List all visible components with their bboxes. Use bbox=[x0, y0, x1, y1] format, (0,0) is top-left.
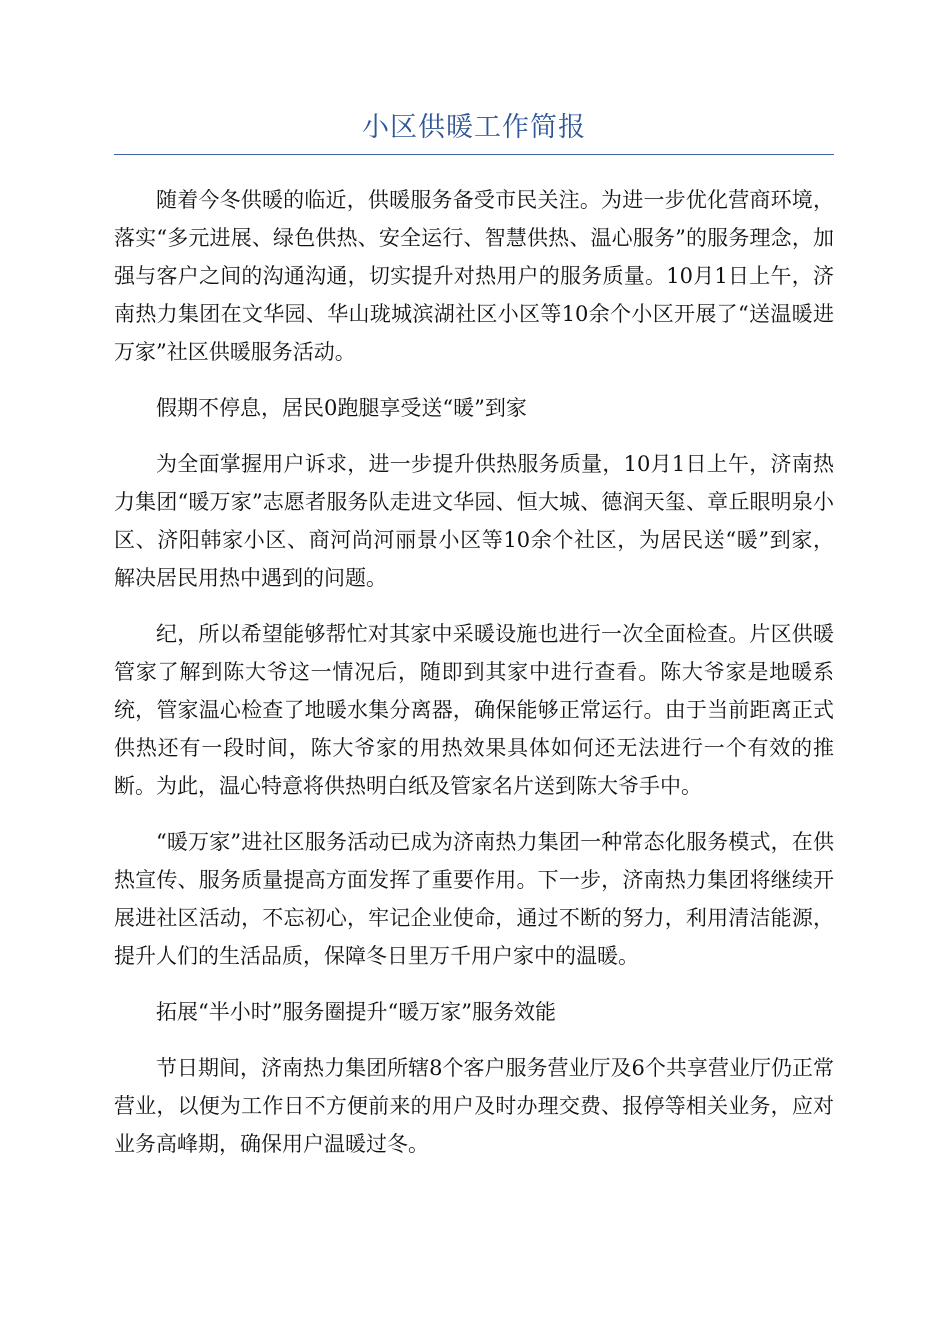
document-page bbox=[114, 108, 834, 1181]
paragraph-intro: 随着今冬供暖的临近，供暖服务备受市民关注。为进一步优化营商环境，落实“多元进展、绿色供热、安全运行、智慧供热、温心服务”的服务理念，加强与客户之间的沟通沟通，切实提升对热用户的服务质量。10月1日上午，济南热力集团在文华园、华山珑城滨湖社区小区等10余个小区开展了“送温暖进万家”社区供暖服务活动。 bbox=[114, 188, 834, 364]
paragraph-community-activity: “暖万家”进社区服务活动已成为济南热力集团一种常态化服务模式，在供热宣传、服务质量提高方面发挥了重要作用。下一步，济南热力集团将继续开展进社区活动，不忘初心，牢记企业使命，通过不断的努力，利用清洁能源，提升人们的生活品质，保障冬日里万千用户家中的温暖。 bbox=[114, 830, 834, 968]
paragraph-home-inspection: 纪，所以希望能够帮忙对其家中采暖设施也进行一次全面检查。片区供暖管家了解到陈大爷这一情况后，随即到其家中进行查看。陈大爷家是地暖系统，管家温心检查了地暖水集分离器，确保能够正常运行。由于当前距离正式供热还有一段时间，陈大爷家的用热效果具体如何还无法进行一个有效的推断。为此，温心特意将供热明白纸及管家名片送到陈大爷手中。 bbox=[114, 622, 834, 798]
paragraph-volunteer-team: 为全面掌握用户诉求，进一步提升供热服务质量，10月1日上午，济南热力集团“暖万家”志愿者服务队走进文华园、恒大城、德润天玺、章丘眼明泉小区、济阳韩家小区、商河尚河丽景小区等10余个社区，为居民送“暖”到家，解决居民用热中遇到的问题。 bbox=[114, 452, 834, 590]
section-heading-holiday-service: 假期不停息，居民0跑腿享受送“暖”到家 bbox=[156, 396, 527, 420]
paragraph-service-halls: 节日期间，济南热力集团所辖8个客户服务营业厅及6个共享营业厅仍正常营业，以便为工作日不方便前来的用户及时办理交费、报停等相关业务，应对业务高峰期，确保用户温暖过冬。 bbox=[114, 1056, 834, 1156]
section-heading-half-hour-circle: 拓展“半小时”服务圈提升“暖万家”服务效能 bbox=[156, 1000, 556, 1024]
title-divider bbox=[114, 154, 834, 155]
document-title: 小区供暖工作简报 bbox=[362, 112, 586, 143]
